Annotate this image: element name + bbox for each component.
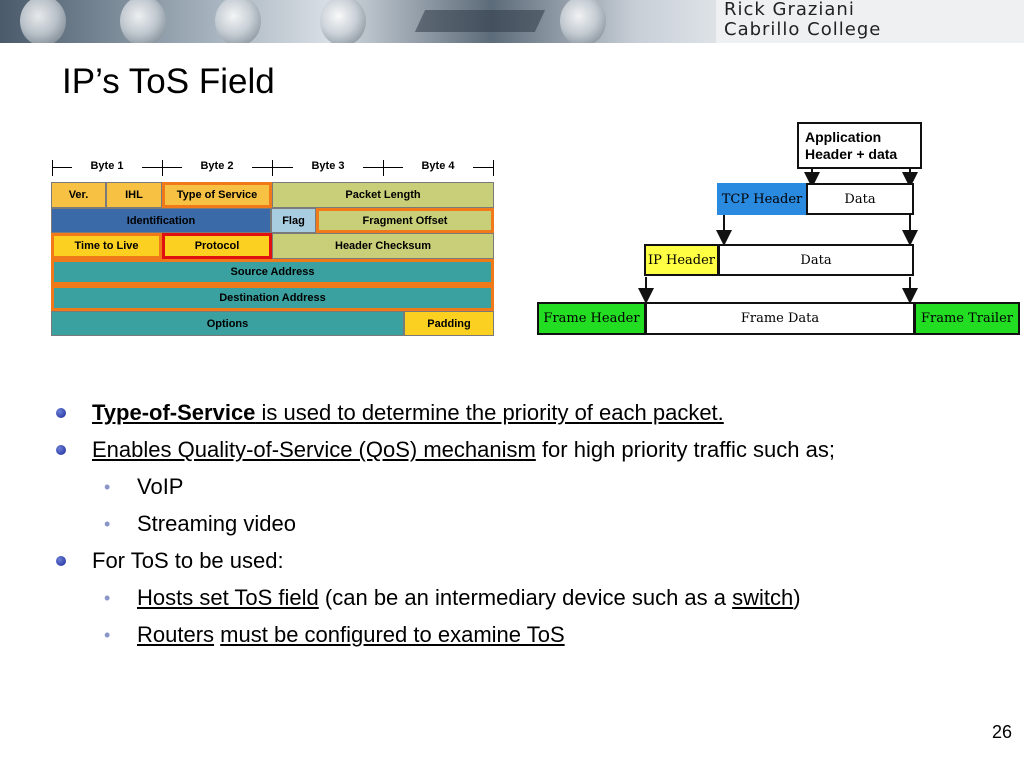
sub-bullet-item <box>56 583 936 613</box>
ip-header-box: IP Header <box>644 244 719 276</box>
sub-bullet-link: Routers <box>137 622 215 647</box>
page-number: 26 <box>991 722 1012 742</box>
sub-bullet-icon: • <box>104 588 111 608</box>
field-time-to-live: Time to Live <box>51 233 162 259</box>
frame-header-box: Frame Header <box>537 302 646 335</box>
byte-label: Byte 2 <box>182 160 252 172</box>
field-destination-address: Destination Address <box>51 285 494 311</box>
sub-bullet-icon: • <box>104 514 111 534</box>
field-version: Ver. <box>51 182 106 208</box>
bullet-item <box>56 398 936 428</box>
ip-data-box: Data <box>718 244 914 276</box>
bullet-list <box>56 398 936 657</box>
field-identification: Identification <box>51 208 271 233</box>
bullet-text: is used to determine the priority of each packet. <box>255 400 724 425</box>
bullet-text: For ToS to be used: <box>92 548 284 573</box>
bullet-dot-icon <box>56 408 66 418</box>
field-fragment-offset: Fragment Offset <box>316 208 494 233</box>
sub-bullet-link: must be configured to examine ToS <box>220 622 565 647</box>
bullet-dot-icon <box>56 445 66 455</box>
byte-label: Byte 4 <box>403 160 473 172</box>
field-options: Options <box>51 311 404 336</box>
sub-bullet-text: (can be an intermediary device such as a <box>318 585 733 610</box>
tcp-data-box: Data <box>806 183 914 215</box>
byte-label: Byte 3 <box>293 160 363 172</box>
bullet-item <box>56 435 936 465</box>
sub-bullet-item <box>56 620 936 650</box>
field-packet-length: Packet Length <box>272 182 494 208</box>
bullet-term: Type-of-Service <box>92 400 256 425</box>
sub-bullet-icon: • <box>104 625 111 645</box>
sub-bullet-item <box>56 509 936 539</box>
sub-bullet-text: VoIP <box>137 474 184 499</box>
bullet-dot-icon <box>56 556 66 566</box>
field-protocol: Protocol <box>162 233 272 259</box>
author-college: Cabrillo College <box>724 19 882 40</box>
sub-bullet-link: Hosts set ToS field <box>137 585 319 610</box>
field-flag: Flag <box>271 208 316 233</box>
sub-bullet-link: switch <box>732 585 794 610</box>
field-ihl: IHL <box>106 182 162 208</box>
sub-bullet-text: ) <box>793 585 801 610</box>
bullet-text: for high priority traffic such as; <box>535 437 835 462</box>
application-data-box: Application Header + data <box>797 122 922 169</box>
slide-title: IP’s ToS Field <box>62 62 275 101</box>
field-type-of-service: Type of Service <box>162 182 272 208</box>
bullet-link-text: Enables Quality-of-Service (QoS) mechanism <box>92 437 536 462</box>
field-padding: Padding <box>404 311 494 336</box>
field-source-address: Source Address <box>51 259 494 285</box>
sub-bullet-icon: • <box>104 477 111 497</box>
frame-trailer-box: Frame Trailer <box>914 302 1020 335</box>
frame-data-box: Frame Data <box>645 302 915 335</box>
author-name: Rick Graziani <box>724 0 855 20</box>
sub-bullet-text: Streaming video <box>137 511 296 536</box>
bullet-item <box>56 546 936 576</box>
field-header-checksum: Header Checksum <box>272 233 494 259</box>
byte-label: Byte 1 <box>72 160 142 172</box>
tcp-header-box: TCP Header <box>717 183 807 215</box>
sub-bullet-item <box>56 472 936 502</box>
